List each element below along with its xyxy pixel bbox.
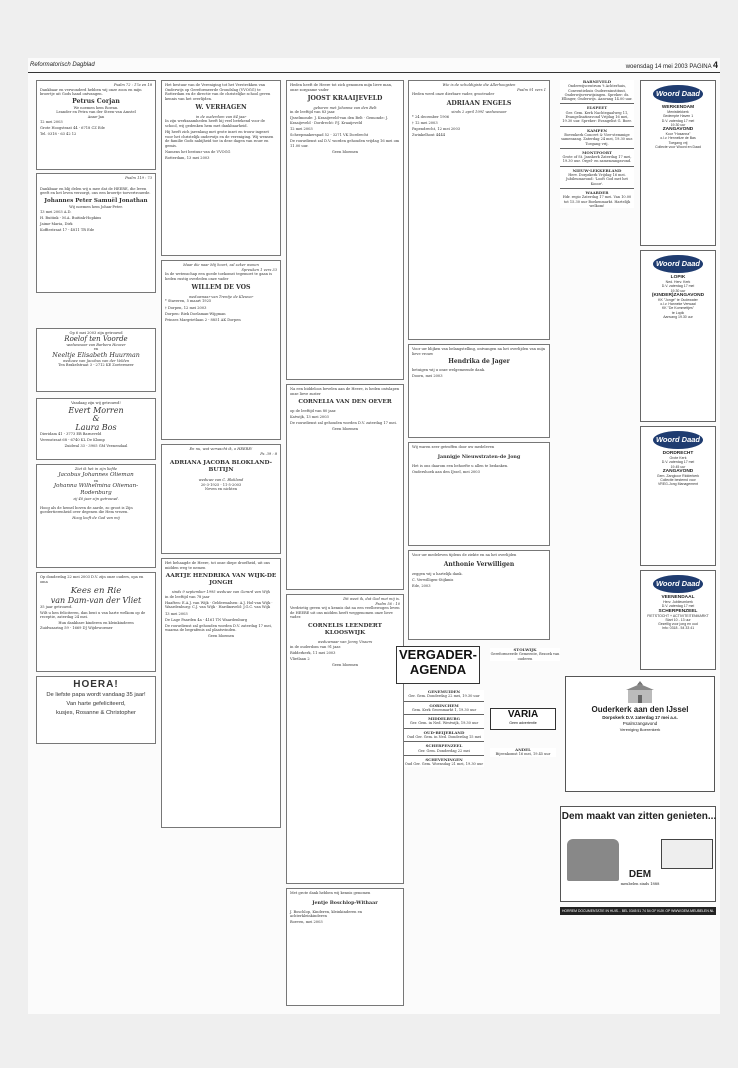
thanks-de-jager: Voor uw blijken van belangstelling, ontvangen na het overlijden van mijn lieve vrouw Hendrika de Jager betuigen wij u onze welgemeende dank. Doorn, mei 2003 (408, 344, 550, 438)
thanks-nieuwstraten: Wij waren zeer getroffen door uw medeleven Jannigje Nieuwstraten-de Jong Het is ons daarom een behoefte u allen te bedanken. Oudershoek aan den IJssel, mei 2003 (408, 442, 550, 546)
page-number: 4 (712, 60, 718, 70)
event-item: WAARDER Hdr. regio Zaterdag 17 mei. Van 10.00 tot 15.30 uur Boekenmarkt. Hartelijk welkom! (562, 189, 632, 208)
wedding-evert: Vandaag zijn wij getrouwd! Evert Morren & Laura Bos Dieridam 41 - 3773 EB Barneveld Verenstraat 68 - 6740 KL De Klomp Zuidwal 33 - 3905 GM Veenendaal (36, 398, 156, 460)
meeting-agenda-list (404, 690, 484, 767)
death-notice-engels: Wie is de schuldigiste die Allerhoogsten Psalm 91 vers 1 Heden werd onze dierbare vader, grootvader ADRIAAN ENGELS sinds 2 april 1991 weduwnaar * 24 december 1906 † 12 mei 2003 Papendrecht, 12 mei 2003 Zwinkelhout 4444 (408, 80, 550, 340)
event-item: BARNEVELD Onderwijscentrum 't Achterhuis, Conventiehuis Oudereninstituut, Onderwijsverwijzingen. Spreker: ds. Ellinger, Onderwijs. Aanvang 14.00 uur. (560, 80, 634, 104)
wedding-roelof: Op 6 mei 2003 zijn getrouwd Roelof ten Voorde weduwnaar van Barbera Heuver en Neeltje Elisabeth Huurman weduwe van Jacobus van der Velden Ten Brakelstraat 3 - 2712 KE Zoetermeer (36, 328, 156, 392)
child-name: Petrus Corjan (72, 98, 120, 106)
armchair-image (567, 839, 619, 881)
woord-en-daad-logo: Woord Daad (653, 255, 703, 273)
church-events-list (560, 80, 634, 208)
birth-notice-samuel: Psalm 119 : 73 Dankbaar en blij delen wij u mee dat de HEERE, die leven geeft en het leven verzorgt, ons een broertje toevertrouwde. Johannes Peter Samuël Jonathan Wij noemen hem Johan-Peter. 13 mei 2003 A.D. H. Buitink - M.A. Buitink-Hopkins Jaime-Maria, Dirk Koffiestraat 17 - 4811 TR Ede (36, 173, 156, 293)
child-name: Johannes Peter Samuël Jonathan (44, 198, 148, 205)
woord-en-daad-logo: Woord Daad (653, 575, 703, 593)
paper-name: Reformatorisch Dagblad (30, 62, 95, 68)
woord-en-daad-veenendaal: Woord Daad VEENENDAAL Herv. Jubileumkerk D.V. zaterdag 17 mei SCHERPENZEEL FIETSTOCHT + ACTIVITEITENMARKT Start 10 - 13 uur Gezellig voor jong en oud Info: 0318 - 54 33 41 (640, 570, 716, 670)
anniversary-olieman: Ziet ik het in zijn liefde Jacobus Johannes Olieman en Johanna Wilhelmina Olieman-Rodenburg zij 40 jaar zijn getrouwd. Hoog als de hemel boven de aarde, zo groot is Zijn goedertierenheid over degenen die Hem vrezen. Hoog leeft de God van mij (36, 464, 156, 568)
death-notice-kraaijeveld: Heden heeft de Heere tot zich genomen mijn lieve man, onze zorgzame vader JOOST KRAAIJEVELD geboren met Johanna van den Belt in de leeftijd van 83 jaar. IJsselmonde: J. Kraaijeveld-van den Belt · Gemonde: J. Kraaijeveld · Dordrecht: P.J. Kraaijeveld 12 mei 2003 Scheepmakerspad 52 - 3271 VK Dordrecht De rouwdienst zal D.V. worden gehouden vrijdag 16 mei om 11.00 uur. Geen bloemen (286, 80, 404, 380)
woord-en-daad-dordrecht: Woord Daad DORDRECHT Grote Kerk D.V. zaterdag 17 mei 19.45 uur ZANGAVOND Gem. Zangkoor Ridderkerk Collectie bestemd voor VREG-Jong Management (640, 426, 716, 566)
agenda-item: SCHEVENINGEN Oud Ger. Gem. Woensdag 21 mei, 19.30 uur (404, 756, 484, 767)
agenda-item: GORINCHEM Gem. Kerk Groenmarkt 1, 19.30 uur (404, 704, 484, 716)
death-notice-klooswijk: Dit weet ik, dat God met mij is. Psalm 56 : 10 Verdrietig geven wij u kennis dat na een veelbewogen leven de HEERE uit ons midden heeft weggenomen onze lieve vader. CORNELIS LEENDERT KLOOSWIJK weduwnaar van Jenny Vissers in de ouderdom van 91 jaar. Ridderkerk, 11 mei 2003 Vlietlaan 2 Geen bloemen (286, 594, 404, 884)
agenda-item: GENEMUIDEN Ger. Gem. Donderdag 22 mei, 19.30 uur (404, 690, 484, 702)
church-drawing (620, 681, 660, 703)
death-notice-van-den-oever: Na een biddeloos bevelen aan de Heere, is heden ontslapen onze lieve zuster CORNELIA VAN DEN OEVER op de leeftijd van 80 jaar. Katwijk, 13 mei 2003 De rouwdienst zal gehouden worden D.V. zaterdag 17 mei. Geen bloemen (286, 384, 404, 590)
agenda-item: MIDDELBURG Ger. Gem. in Ned. Westwijk, 19.30 uur (404, 717, 484, 729)
page-header (28, 58, 720, 73)
sofa-image (661, 839, 713, 869)
woord-en-daad-werkendam: Woord Daad WERKENDAM Menistiekkerk Gedempte Haven 1 D.V. zaterdag 17 mei 19.30 uur ZANGAVOND Koor "Hosanna" o.l.v. Hennelize de Bas Toegang vrij Collecte voor Woord en Daad (640, 80, 716, 246)
varia-heading: VARIA Geen advertentie (490, 708, 556, 730)
vergader-agenda-heading: VERGADER- AGENDA (396, 646, 480, 684)
dem-brand: DEM (628, 869, 652, 880)
congratulation-hoera: HOERA! De liefste papa wordt vandaag 35 jaar! Van harte gefeliciteerd, kusjes, Rosanne & Christopher (36, 676, 156, 744)
woord-en-daad-logo: Woord Daad (653, 431, 703, 449)
dem-furniture-ad: Dem maakt van zitten genieten... DEM meubelen sinds 1888 (560, 806, 716, 902)
dem-footer-banner: HORREM DOCUMENTATIE IN HUIS... BEL 0345 51 74 54 OF KIJK OP WWW.DEM-MEUBELEN.NL (561, 909, 715, 913)
page-date: woensdag 14 mei 2003 PAGINA 4 (625, 60, 718, 70)
thanks-boschlop: Met grote dank hebben wij kennis genomen Jentje Boschlop-Withaar J. Boschlop, Kinderen, kleinkinderen en achterkleinkinderen Boeven, mei 2003 (286, 888, 404, 1006)
death-notice-van-wijk: Het behaagde de Heere, tot onze diepe droefheid, uit ons midden weg te nemen AARTJE HENDRIKA VAN WIJK-DE JONGH sinds 9 september 1995 weduwe van Gerard van Wijk in de leeftijd van 78 jaar Haaften: E.A.J. van Wijk · Geldermalsen: A.J. Hol-van Wijk · Waardenburg: C.J. van Wijk · Hardinxveld: J.G.C. van Wijk 13 mei 2003 De Lage Paarden 4a - 4161 TN Waardenburg De rouwdienst zal gehouden worden D.V. zaterdag 17 mei, waarna de begrafenis zal plaatsvinden. Geen bloemen (161, 558, 281, 828)
event-item: MONTFOORT Grote of St. Janskerk Zaterdag 17 mei, 19.30 uur. Orgel- en samenzangavond. (560, 151, 634, 167)
event-item: KAMPEN Bovenkerk Concert & Vier-stemmige samenzang. Zaterdag 24 mei, 19.30 uur. Toegang vrij. (560, 129, 634, 149)
event-item: ELSPEET Ger. Gem. Kerk Nachtegaalweg 11, Evangelisatieavond Vrijdag 16 mei, 19.30 uur. Spreker: Evangelist G. Boer. (560, 106, 634, 126)
church-icon (620, 681, 660, 703)
ouderkerk-concert-ad: Ouderkerk aan den IJssel Dorpskerk D.V. zaterdag 17 mei a.s. Psalmzangavond Vereniging Boerenkerk (565, 676, 715, 792)
woord-en-daad-lopik: Woord Daad LOPIK Ned. Herv. Kerk D.V. zaterdag 17 mei 19.30 uur (KINDER)ZANGAVOND KK "Jonge" te Oudewater o.l.v. Hanneke Verwaal KK "De Kommettjes" te Lopik Aanvang 19.30 uur (640, 250, 716, 422)
birth-notice-corjan: Psalm 72 : 17a en 18 Dankbaar en verwonderd hebben wij onze zoon en mijn broertje uit Gods hand ontvangen. Petrus Corjan We noemen hem Rowan. Leander en Petra van der Steen-van Amstel Anne-Jan 12 mei 2003 Grote Hoogstraat 44 - 6718 CZ Ede Tel. 0318 - 63 42 12 (36, 80, 156, 170)
thanks-verwilligen: Voor uw medeleven tijdens de ziekte en na het overlijden Anthonie Verwilligen zeggen wij u hartelijk dank. C. Verwilligen-Stijkmis Ede, 2003 (408, 550, 550, 640)
agenda-item: SCHERPENZEEL Ger. Gem. Donderdag 22 mei (404, 744, 484, 756)
woord-en-daad-logo: Woord Daad (653, 85, 703, 103)
event-item: NIEUW-LEKKERLAND Herv. Dorpskerk Vrijdag 16 mei. Jubileumavond: 'Looft God met het Kooor'. (560, 169, 634, 189)
death-notice-blokland: En nu, wat verwacht ik, o HEERE! Ps. 39 : 8 ADRIANA JACOBA BLOKLAND-BUTIJN weduwe van C. Blokland 20-3-1925 - 11-5-2003 Neven en nichten (161, 444, 281, 554)
death-notice-willem-de-vos: Maar die naar Mij hoort, zal zeker wonen Spreuken 1 vers 33 In de wetenschap een goede toekomst tegemoet te gaan is heden rustig overleden onze vader WILLEM DE VOS weduwnaar van Trentje de Kleuver * Staveren, 5 maart 1925 † Dorpen, 12 mei 2003 Dorpen: Riek Doelaman-Wijgman Prinses Margrietlaan 2 - 8851 AK Dorpen (161, 260, 281, 440)
stolwijk-notice: STOLWIJK Gereformeerde Gemeente, Bezoek van ouderen (490, 647, 560, 661)
andel-notice: ANDEL Bijeenkomst 16 mei, 19.45 uur (490, 748, 556, 757)
anniversary-van-dam: Op donderdag 22 mei 2003 D.V. zijn onze ouders, opa en oma Kees en Rie van Dam-van der Vliet 35 jaar getrouwd. Wilt u hen feliciteren, dan bent u van harte welkom op de receptie, zaterdag 24 mei. Hun dankbare kinderen en kleinkinderen Zuidwaaring 59 - 1669 DJ Wijdewormer (36, 572, 156, 672)
death-notice-verhagen: Het bestuur van de Vereniging tot het Verstrekken van Onderwijs op Gereformeerde Grondslag (VVOGG) te Rotterdam en de directie van de christelijke school geven kennis van het overlijden. W. VERHAGEN in de ouderdom van 84 jaar In zijn werkzaamheden heeft hij veel betekend voor de school, wij gedenken hem met dankbaarheid. Hij heeft zich jarenlang met grote inzet en trouw ingezet voor het christelijk onderwijs en de vereniging. Wij wensen de familie Gods nabijheid toe in deze dagen van rouw en gemis. Namens het bestuur van de VVOGG Rotterdam, 13 mei 2003 (161, 80, 281, 256)
agenda-item: OUD-BEIJERLAND Oud Ger. Gem. in Ned. Donderdag 15 mei (404, 731, 484, 743)
newspaper-page (28, 58, 720, 1014)
